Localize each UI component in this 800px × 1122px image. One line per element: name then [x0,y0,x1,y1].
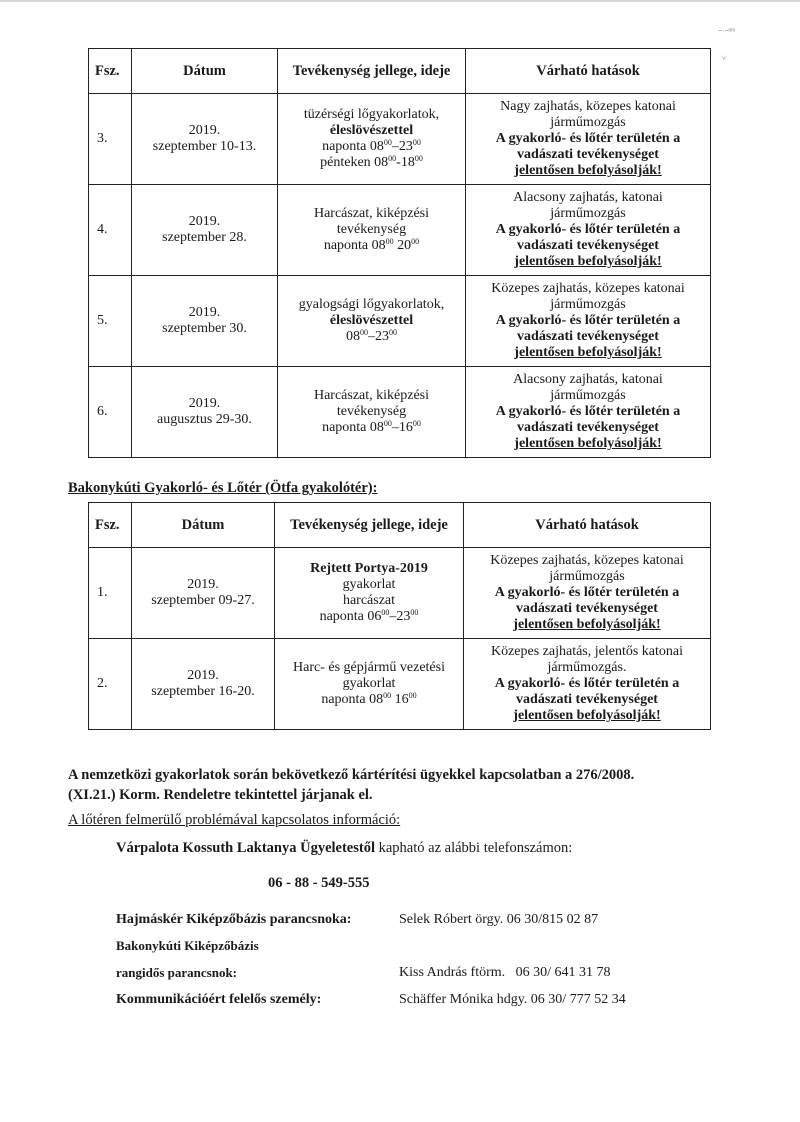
contact-person-4: Schäffer Mónika hdgy. 06 30/ 777 52 34 [399,992,626,1007]
date-line: 2019. [188,214,221,229]
time-start: naponta 08 [321,692,384,707]
effect-line: járműmozgás [550,388,626,403]
hunting-warning-line: vadászati tevékenységet [517,329,659,344]
hunting-warning-line: vadászati tevékenységet [517,147,659,162]
cell-effects [466,276,711,367]
header-date: Dátum [132,49,278,94]
cell-effects [466,94,711,185]
cell-activity [278,94,466,185]
time-end-minutes: 00 [411,237,420,246]
cell-effects [464,548,711,639]
time-start: naponta 08 [322,420,384,435]
time-end: –23 [391,139,413,154]
date-line: 2019. [188,123,221,138]
time-start-minutes: 00 [381,608,390,617]
hunting-warning-line: jelentősen befolyásolják! [514,254,662,269]
time-end: 20 [393,238,412,253]
activity-line [278,609,460,625]
activity-line [281,155,462,171]
hunting-warning-line: jelentősen befolyásolják! [514,345,662,360]
info-heading: A lőtéren felmerülő problémával kapcsolatos információ: [68,812,401,828]
effect-line: Közepes zajhatás, közepes katonai [491,281,685,296]
section-title-bakonykuti: Bakonykúti Gyakorló- és Lőtér (Ötfa gyakolótér): [68,480,378,496]
table-header-row [89,49,711,94]
hunting-warning-line: vadászati tevékenységet [517,238,659,253]
notice-line-1: A nemzetközi gyakorlatok során bekövetkező kártérítési ügyekkel kapcsolatban a 276/2008. [68,767,635,783]
activity-line [281,139,462,155]
activity-line: Harcászat, kiképzési [313,206,430,221]
effect-line: Alacsony zajhatás, katonai [513,190,663,205]
effect-line: járműmozgás. [547,660,627,675]
table-row [89,185,711,276]
time-start-minutes: 00 [360,328,368,337]
hunting-warning-line: jelentősen befolyásolják! [514,163,662,178]
hunting-warning-line: jelentősen befolyásolják! [513,617,661,632]
cell-effects [466,185,711,276]
page-top-edge [0,0,800,2]
hunting-warning-line: vadászati tevékenységet [516,601,658,616]
time-end-minutes: 00 [389,328,397,337]
table-header-row [89,503,711,548]
cell-num: 5. [89,276,132,367]
activity-line: Harcászat, kiképzési [313,388,430,403]
contact-role-2: Bakonykúti Kiképzőbázis [116,938,259,953]
hunting-warning-line: A gyakorló- és lőtér területén a [495,404,681,419]
cell-num: 6. [89,367,132,458]
cell-activity [275,639,464,730]
cell-date [132,639,275,730]
cell-activity [278,185,466,276]
effect-line: járműmozgás [549,569,625,584]
activity-line: éleslövészettel [329,313,414,328]
activity-line: gyakorlat [342,577,396,592]
cell-activity [278,367,466,458]
compensation-notice [68,765,748,805]
time-end: –23 [389,609,411,624]
contact-person-1: Selek Róbert örgy. 06 30/815 02 87 [399,912,599,927]
header-num: Fsz. [89,49,132,94]
duty-phone: 06 - 88 - 549-555 [268,875,370,891]
time-end-minutes: 00 [410,608,419,617]
header-date: Dátum [132,503,275,548]
date-line: szeptember 09-27. [151,593,255,608]
scan-artifact: ~·~ᵒᵐ [718,28,736,35]
hunting-warning-line: vadászati tevékenységet [517,420,659,435]
table-row [89,548,711,639]
effect-line: Nagy zajhatás, közepes katonai [500,99,676,114]
time-start-minutes: 00 [385,237,394,246]
cell-effects [466,367,711,458]
activity-line: tüzérségi lőgyakorlatok, [303,107,440,122]
hunting-warning-line: A gyakorló- és lőtér területén a [495,313,681,328]
activity-line: Harc- és gépjármű vezetési [293,660,445,675]
hunting-warning-line: A gyakorló- és lőtér területén a [494,585,680,600]
table-row [89,639,711,730]
time-end-minutes: 00 [412,419,421,428]
header-num: Fsz. [89,503,132,548]
cell-date [132,548,275,639]
header-effects: Várható hatások [466,49,711,94]
time-end-minutes: 00 [408,691,417,700]
time-start-minutes: 00 [383,138,392,147]
hunting-warning-line: vadászati tevékenységet [516,692,658,707]
contact-role-1: Hajmáskér Kiképzőbázis parancsnoka: [116,912,352,927]
activity-line: tevékenység [336,404,407,419]
date-line: 2019. [188,396,221,411]
time-start-minutes: 00 [383,691,392,700]
hunting-warning-line: A gyakorló- és lőtér területén a [495,222,681,237]
table-row [89,367,711,458]
date-line: szeptember 16-20. [151,684,255,699]
scan-artifact-red: ᵂ [722,55,727,64]
cell-effects [464,639,711,730]
table-row [89,94,711,185]
hunting-warning-line: A gyakorló- és lőtér területén a [495,131,681,146]
date-line: szeptember 10-13. [152,139,257,154]
cell-num: 4. [89,185,132,276]
activity-line: gyalogsági lőgyakorlatok, [298,297,445,312]
time-start: naponta 08 [322,139,384,154]
hunting-warning-line: A gyakorló- és lőtér területén a [494,676,680,691]
effect-line: Közepes zajhatás, jelentős katonai [490,644,684,659]
activity-line [281,238,462,254]
activity-line: harcászat [342,593,396,608]
activity-line [278,692,460,708]
date-line: 2019. [187,577,219,592]
hunting-warning-line: jelentősen befolyásolják! [513,708,661,723]
schedule-table-2 [88,502,711,730]
activity-line: gyakorlat [342,676,396,691]
duty-officer-name: Várpalota Kossuth Laktanya Ügyeletestől [116,840,375,856]
table-row [89,276,711,367]
cell-date [132,276,278,367]
date-line: szeptember 28. [162,230,247,245]
cell-date [132,185,278,276]
header-activity: Tevékenység jellege, ideje [278,49,466,94]
header-effects: Várható hatások [464,503,711,548]
contact-person-3: Kiss András ftörm. 06 30/ 641 31 78 [399,965,611,980]
time-end: -18 [396,155,415,170]
time-end: –16 [391,420,413,435]
time-start: 08 [346,329,360,344]
cell-date [132,94,278,185]
effect-line: járműmozgás [550,206,626,221]
effect-line: járműmozgás [550,115,626,130]
time-end-minutes: 00 [412,138,421,147]
date-line: augusztus 29-30. [157,412,252,427]
time-end: –23 [368,329,389,344]
activity-line: tevékenység [336,222,407,237]
time-start-minutes: 00 [388,154,397,163]
date-line: 2019. [188,305,221,320]
cell-date [132,367,278,458]
date-line: 2019. [187,668,219,683]
header-activity: Tevékenység jellege, ideje [275,503,464,548]
cell-num: 1. [89,548,132,639]
schedule-table-1 [88,48,711,458]
hunting-warning-line: jelentősen befolyásolják! [514,436,662,451]
contact-role-3: rangidős parancsnok: [116,965,237,980]
duty-officer-line [116,838,796,858]
notice-line-2: (XI.21.) Korm. Rendeletre tekintettel járjanak el. [68,787,373,803]
cell-activity [278,276,466,367]
activity-line: Rejtett Portya-2019 [310,561,428,576]
activity-line [281,329,462,345]
effect-line: Alacsony zajhatás, katonai [513,372,663,387]
time-end-minutes: 00 [414,154,423,163]
date-line: szeptember 30. [162,321,247,336]
cell-activity [275,548,464,639]
time-start-minutes: 00 [383,419,392,428]
duty-officer-rest: kapható az alábbi telefonszámon: [375,840,573,856]
time-start: naponta 06 [319,609,382,624]
cell-num: 3. [89,94,132,185]
time-start: naponta 08 [323,238,386,253]
effect-line: járműmozgás [550,297,626,312]
effect-line: Közepes zajhatás, közepes katonai [490,553,684,568]
time-start: pénteken 08 [320,155,389,170]
activity-line: éleslövészettel [329,123,414,138]
activity-line [281,420,462,436]
time-end: 16 [391,692,409,707]
cell-num: 2. [89,639,132,730]
contact-role-4: Kommunikációért felelős személy: [116,992,322,1007]
